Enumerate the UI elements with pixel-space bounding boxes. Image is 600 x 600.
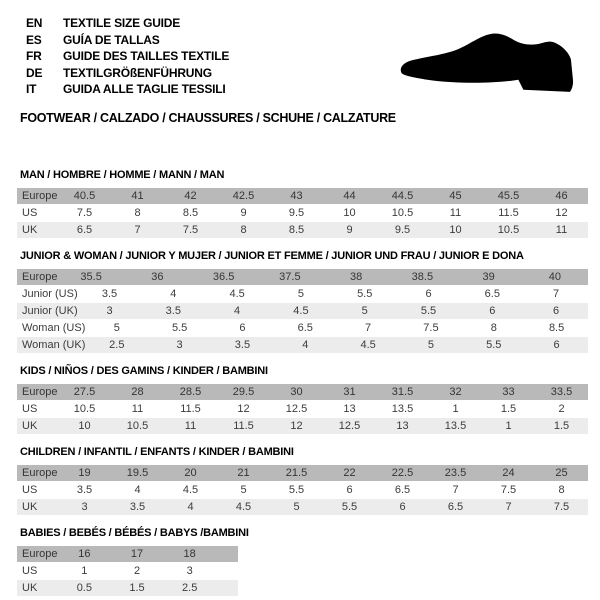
table-row xyxy=(17,302,588,319)
table-cell: 6.5 xyxy=(484,287,500,300)
table-cell: 42.5 xyxy=(232,189,255,202)
table-row xyxy=(17,268,588,285)
table-cell: 3 xyxy=(186,564,193,577)
table-cell: 36.5 xyxy=(212,270,235,283)
table-cell: 1 xyxy=(505,419,512,432)
table-cell: 10.5 xyxy=(126,419,149,432)
table-cell: 28.5 xyxy=(179,385,202,398)
table-row xyxy=(17,336,588,353)
table-cell: 17 xyxy=(130,547,144,560)
table-cell: 7 xyxy=(134,223,141,236)
table-cell: 5.5 xyxy=(420,304,437,317)
table-cell: 5 xyxy=(297,287,304,300)
table-cell: 4.5 xyxy=(293,304,309,317)
table-cell: 16 xyxy=(78,547,91,560)
section-title: CHILDREN / INFANTIL / ENFANTS / KINDER / BAMBINI xyxy=(20,445,294,458)
table-cell: 32 xyxy=(449,385,462,398)
table-cell: 1 xyxy=(81,564,88,577)
table-cell: 12 xyxy=(237,402,250,415)
section-kids xyxy=(0,365,600,434)
table-row xyxy=(17,204,588,221)
table-cell: 10.5 xyxy=(73,402,96,415)
table-cell: 6 xyxy=(399,500,406,513)
table-cell: 44 xyxy=(343,189,356,202)
table-cell: 39 xyxy=(482,270,495,283)
row-label: US xyxy=(22,206,38,219)
table-row xyxy=(17,285,588,302)
table-row xyxy=(17,221,588,238)
table-cell: 9.5 xyxy=(288,206,305,219)
table-cell: 11 xyxy=(555,223,568,236)
table-cell: 8.5 xyxy=(548,321,565,334)
shoe-icon xyxy=(399,29,577,97)
table-cell: 28 xyxy=(131,385,144,398)
section-title: JUNIOR & WOMAN / JUNIOR Y MUJER / JUNIOR ET FEMME / JUNIOR UND FRAU / JUNIOR E DONA xyxy=(20,249,524,262)
table-cell: 10.5 xyxy=(391,206,414,219)
size-table-man xyxy=(17,187,588,238)
table-cell: 24 xyxy=(502,466,515,479)
table-cell: 19 xyxy=(78,466,91,479)
table-cell: 5.5 xyxy=(341,500,358,513)
table-cell: 46 xyxy=(555,189,568,202)
table-cell: 11.5 xyxy=(180,402,201,415)
row-label: UK xyxy=(22,223,38,236)
section-children xyxy=(0,446,600,515)
table-row xyxy=(17,545,238,562)
row-label: Woman (UK) xyxy=(22,338,86,351)
table-cell: 10 xyxy=(78,419,91,432)
table-cell: 5 xyxy=(361,304,368,317)
table-cell: 10 xyxy=(343,206,356,219)
language-label: TEXTILE SIZE GUIDE xyxy=(63,16,181,30)
table-cell: 0.5 xyxy=(76,581,92,594)
table-row xyxy=(17,187,588,204)
table-cell: 1 xyxy=(452,402,459,415)
table-cell: 11 xyxy=(449,206,462,219)
table-cell: 3.5 xyxy=(129,500,146,513)
table-cell: 2.5 xyxy=(182,581,198,594)
table-cell: 2 xyxy=(558,402,565,415)
table-cell: 7 xyxy=(553,287,560,300)
row-label: Europe xyxy=(22,270,58,283)
table-cell: 21.5 xyxy=(285,466,308,479)
table-cell: 31 xyxy=(343,385,356,398)
table-cell: 11 xyxy=(131,402,144,415)
table-cell: 7.5 xyxy=(553,500,570,513)
table-cell: 8 xyxy=(558,483,565,496)
table-cell: 7 xyxy=(505,500,512,513)
table-cell: 9 xyxy=(346,223,353,236)
table-cell: 30 xyxy=(290,385,303,398)
table-cell: 9.5 xyxy=(394,223,411,236)
size-table-children xyxy=(17,464,588,515)
table-cell: 4.5 xyxy=(360,338,376,351)
table-cell: 13 xyxy=(343,402,356,415)
table-cell: 7.5 xyxy=(76,206,93,219)
table-cell: 13.5 xyxy=(391,402,414,415)
table-cell: 4 xyxy=(134,483,141,496)
table-cell: 45 xyxy=(449,189,462,202)
table-cell: 6.5 xyxy=(394,483,411,496)
row-label: Europe xyxy=(22,547,58,560)
table-cell: 6 xyxy=(346,483,353,496)
section-title: BABIES / BEBÉS / BÉBÉS / BABYS /BAMBINI xyxy=(20,526,249,539)
row-label: Woman (US) xyxy=(22,321,86,334)
language-label: TEXTILGRÖßENFÜHRUNG xyxy=(63,65,212,80)
table-cell: 1.5 xyxy=(129,581,145,594)
table-cell: 5 xyxy=(427,338,434,351)
table-cell: 2 xyxy=(133,564,141,577)
table-cell: 3.5 xyxy=(76,483,93,496)
language-code: ES xyxy=(26,32,42,47)
table-cell: 7.5 xyxy=(182,223,199,236)
table-cell: 40.5 xyxy=(73,189,96,202)
header xyxy=(0,0,600,125)
table-cell: 5 xyxy=(240,483,247,496)
table-cell: 6.5 xyxy=(297,321,313,334)
table-cell: 11.5 xyxy=(498,206,519,219)
row-label: UK xyxy=(22,581,38,594)
table-cell: 11.5 xyxy=(233,419,254,432)
table-cell: 33.5 xyxy=(550,385,573,398)
table-cell: 10 xyxy=(449,223,462,236)
table-cell: 7.5 xyxy=(423,321,439,334)
table-cell: 2.5 xyxy=(109,338,125,351)
table-cell: 1.5 xyxy=(553,419,570,432)
table-cell: 3.5 xyxy=(101,287,118,300)
table-cell: 4.5 xyxy=(182,483,199,496)
table-cell: 8.5 xyxy=(288,223,305,236)
table-cell: 12.5 xyxy=(285,402,308,415)
category-title: FOOTWEAR / CALZADO / CHAUSSURES / SCHUHE / CALZATURE xyxy=(20,110,396,125)
table-cell: 43 xyxy=(290,189,303,202)
table-row xyxy=(17,498,588,515)
table-cell: 8 xyxy=(134,206,141,219)
table-cell: 8 xyxy=(240,223,247,236)
section-junior-woman xyxy=(0,250,600,353)
table-cell: 9 xyxy=(240,206,247,219)
table-row xyxy=(17,417,588,434)
row-label: US xyxy=(22,564,38,577)
size-table-babies xyxy=(17,545,238,596)
row-label: Junior (US) xyxy=(22,287,78,300)
table-cell: 3.5 xyxy=(234,338,251,351)
row-label: Europe xyxy=(22,466,58,479)
table-cell: 6 xyxy=(553,304,560,317)
table-row xyxy=(17,481,588,498)
table-cell: 6.5 xyxy=(76,223,93,236)
section-babies xyxy=(0,527,600,596)
table-cell: 45.5 xyxy=(497,189,520,202)
table-cell: 12 xyxy=(555,206,568,219)
table-cell: 40 xyxy=(548,270,561,283)
table-cell: 5.5 xyxy=(171,321,188,334)
table-cell: 27.5 xyxy=(73,385,96,398)
table-cell: 12.5 xyxy=(338,419,361,432)
row-label: US xyxy=(22,402,38,415)
language-code: EN xyxy=(26,16,43,30)
table-cell: 4 xyxy=(302,338,309,351)
row-label: Europe xyxy=(22,189,58,202)
table-cell: 3.5 xyxy=(165,304,181,317)
table-cell: 22.5 xyxy=(391,466,414,479)
table-cell: 29.5 xyxy=(232,385,255,398)
table-cell: 6 xyxy=(553,338,560,351)
table-cell: 7.5 xyxy=(500,483,517,496)
table-cell: 23.5 xyxy=(444,466,467,479)
size-table-kids xyxy=(17,383,588,434)
table-cell: 33 xyxy=(502,385,515,398)
table-cell: 5.5 xyxy=(357,287,373,300)
table-cell: 7 xyxy=(452,483,459,496)
section-man xyxy=(0,169,600,238)
table-cell: 25 xyxy=(555,466,568,479)
table-cell: 10.5 xyxy=(497,223,520,236)
table-row xyxy=(17,319,588,336)
table-row xyxy=(17,579,238,596)
table-cell: 6 xyxy=(239,321,246,334)
table-cell: 44.5 xyxy=(391,189,414,202)
table-cell: 42 xyxy=(184,189,197,202)
row-label: US xyxy=(22,483,38,496)
table-cell: 11 xyxy=(184,419,197,432)
table-cell: 37.5 xyxy=(279,270,301,283)
language-code: FR xyxy=(26,49,42,63)
table-cell: 12 xyxy=(290,419,303,432)
table-cell: 36 xyxy=(151,270,164,283)
table-cell: 18 xyxy=(183,547,196,560)
row-label: UK xyxy=(22,419,38,432)
table-cell: 22 xyxy=(343,466,356,479)
table-cell: 5 xyxy=(113,321,120,334)
table-row xyxy=(17,562,238,579)
size-table-junior-woman xyxy=(17,268,588,353)
row-label: Junior (UK) xyxy=(22,304,78,317)
section-title: MAN / HOMBRE / HOMME / MANN / MAN xyxy=(20,168,225,181)
table-cell: 6.5 xyxy=(447,500,464,513)
language-code: IT xyxy=(26,82,37,96)
table-cell: 4.5 xyxy=(229,287,245,300)
table-cell: 3 xyxy=(81,500,88,513)
table-cell: 5 xyxy=(293,500,300,513)
table-cell: 4.5 xyxy=(235,500,252,513)
section-title: KIDS / NIÑOS / DES GAMINS / KINDER / BAMBINI xyxy=(20,364,268,377)
language-label: GUIDE DES TAILLES TEXTILE xyxy=(63,49,230,63)
table-cell: 4 xyxy=(187,500,194,513)
table-cell: 19.5 xyxy=(126,466,149,479)
table-cell: 5.5 xyxy=(288,483,305,496)
table-cell: 4 xyxy=(234,304,241,317)
table-cell: 38.5 xyxy=(411,270,434,283)
table-cell: 6 xyxy=(425,287,432,300)
table-row xyxy=(17,383,588,400)
language-label: GUIDA ALLE TAGLIE TESSILI xyxy=(63,82,226,96)
table-cell: 5.5 xyxy=(486,338,502,351)
table-cell: 1.5 xyxy=(500,402,517,415)
row-label: Europe xyxy=(22,385,58,398)
table-cell: 7 xyxy=(365,321,372,334)
language-code: DE xyxy=(26,65,43,80)
table-cell: 20 xyxy=(184,466,197,479)
table-cell: 4 xyxy=(170,287,177,300)
table-cell: 21 xyxy=(237,466,250,479)
table-cell: 3 xyxy=(106,304,113,317)
table-cell: 6 xyxy=(489,304,496,317)
table-cell: 35.5 xyxy=(80,270,102,283)
row-label: UK xyxy=(22,500,38,513)
language-label: GUÍA DE TALLAS xyxy=(63,32,160,47)
table-row xyxy=(17,464,588,481)
table-cell: 13 xyxy=(396,419,409,432)
table-cell: 31.5 xyxy=(391,385,414,398)
table-cell: 13.5 xyxy=(444,419,467,432)
table-cell: 41 xyxy=(131,189,144,202)
table-cell: 8.5 xyxy=(182,206,199,219)
table-cell: 8 xyxy=(490,321,497,334)
table-row xyxy=(17,400,588,417)
table-cell: 3 xyxy=(176,338,183,351)
table-cell: 38 xyxy=(350,270,363,283)
